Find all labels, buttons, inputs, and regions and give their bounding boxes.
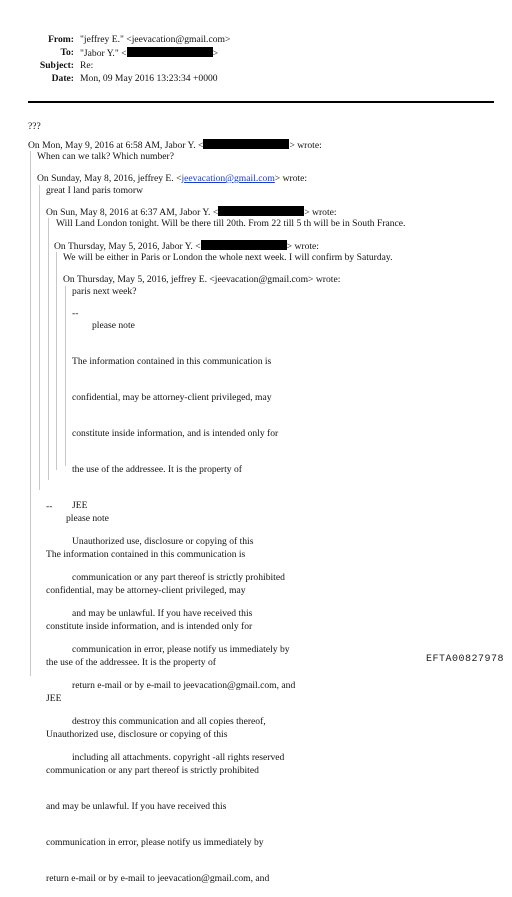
disclaimer-line: return e-mail or by e-mail to jeevacation@gmail.com, and (72, 680, 296, 691)
subject-value: Re: (80, 60, 94, 71)
to-label: To: (60, 47, 74, 58)
disclaimer-line: The information contained in this communication is (46, 549, 246, 560)
disclaimer-line: constitute inside information, and is intended only for (46, 621, 253, 632)
quote-attribution-3: On Sun, May 8, 2016 at 6:37 AM, Jabor Y. < > wrote: (46, 207, 337, 218)
quote-bar-3 (48, 218, 49, 480)
disclaimer-line: and may be unlawful. If you have received this (46, 801, 227, 812)
signature-dashes: -- (46, 501, 53, 512)
disclaimer-line: Unauthorized use, disclosure or copying of this (72, 536, 254, 547)
redaction-bar (127, 47, 213, 57)
disclaimer-line: confidential, may be attorney-client privileged, may (72, 392, 272, 403)
quote-bar-2 (39, 185, 40, 490)
from-value: "jeffrey E." <jeevacation@gmail.com> (80, 34, 231, 45)
quote-attribution-4: On Thursday, May 5, 2016, Jabor Y. < > wrote: (54, 241, 319, 252)
quote-attribution-1: On Mon, May 9, 2016 at 6:58 AM, Jabor Y. < > wrote: (28, 140, 322, 151)
disclaimer-line: the use of the addressee. It is the property of (46, 657, 216, 668)
from-label: From: (48, 34, 74, 45)
disclaimer-line: destroy this communication and all copies thereof, (72, 716, 266, 727)
quote-bar-1 (30, 151, 31, 676)
quote-bar-5 (65, 286, 66, 466)
disclaimer-line: the use of the addressee. It is the property of (72, 464, 242, 475)
disclaimer-line: The information contained in this communication is (72, 356, 272, 367)
signature-note: please note (92, 320, 135, 331)
disclaimer-line: constitute inside information, and is intended only for (72, 428, 279, 439)
email-link[interactable]: jeevacation@gmail.com (181, 173, 275, 184)
to-value-prefix: "Jabor Y." < (80, 48, 127, 59)
quote-bar-4 (56, 252, 57, 470)
redaction-bar (218, 206, 304, 216)
date-value: Mon, 09 May 2016 13:23:34 +0000 (80, 73, 218, 84)
redaction-bar (203, 139, 289, 149)
quote-text-3: Will Land London tonight. Will be there till 20th. From 22 till 5 th will be in South France. (56, 218, 406, 229)
disclaimer-line: return e-mail or by e-mail to jeevacation@gmail.com, and (46, 873, 270, 884)
quote-text-5: paris next week? (72, 286, 137, 297)
opening-text: ??? (28, 121, 41, 132)
disclaimer-line: JEE (72, 500, 88, 511)
disclaimer-line: communication in error, please notify us immediately by (46, 837, 264, 848)
to-value (80, 47, 218, 60)
redaction-bar (201, 240, 287, 250)
date-label: Date: (51, 73, 74, 84)
quote-text-1: When can we talk? Which number? (37, 151, 175, 162)
header-divider (28, 101, 494, 103)
signature-disclaimer (46, 525, 269, 897)
disclaimer-line: including all attachments. copyright -all rights reserved (72, 752, 285, 763)
quote-text-2: great I land paris tomorw (46, 185, 143, 196)
signature-note: please note (66, 513, 109, 524)
quote-attribution-5: On Thursday, May 5, 2016, jeffrey E. <jeevacation@gmail.com> wrote: (63, 274, 341, 285)
document-id: EFTA00827978 (425, 654, 504, 665)
disclaimer-line: JEE (46, 693, 62, 704)
quote-attribution-2: On Sunday, May 8, 2016, jeffrey E. <jeevacation@gmail.com> wrote: (37, 173, 308, 184)
signature-dashes: -- (72, 308, 79, 319)
disclaimer-line: Unauthorized use, disclosure or copying of this (46, 729, 228, 740)
quote-text-4: We will be either in Paris or London the whole next week. I will confirm by Saturday. (63, 252, 393, 263)
disclaimer-line: and may be unlawful. If you have received this (72, 608, 253, 619)
disclaimer-line: communication or any part thereof is strictly prohibited (46, 765, 259, 776)
disclaimer-line: communication or any part thereof is strictly prohibited (72, 572, 285, 583)
to-value-suffix: > (212, 48, 218, 59)
subject-label: Subject: (39, 60, 74, 71)
disclaimer-line: communication in error, please notify us immediately by (72, 644, 290, 655)
disclaimer-line: confidential, may be attorney-client privileged, may (46, 585, 246, 596)
